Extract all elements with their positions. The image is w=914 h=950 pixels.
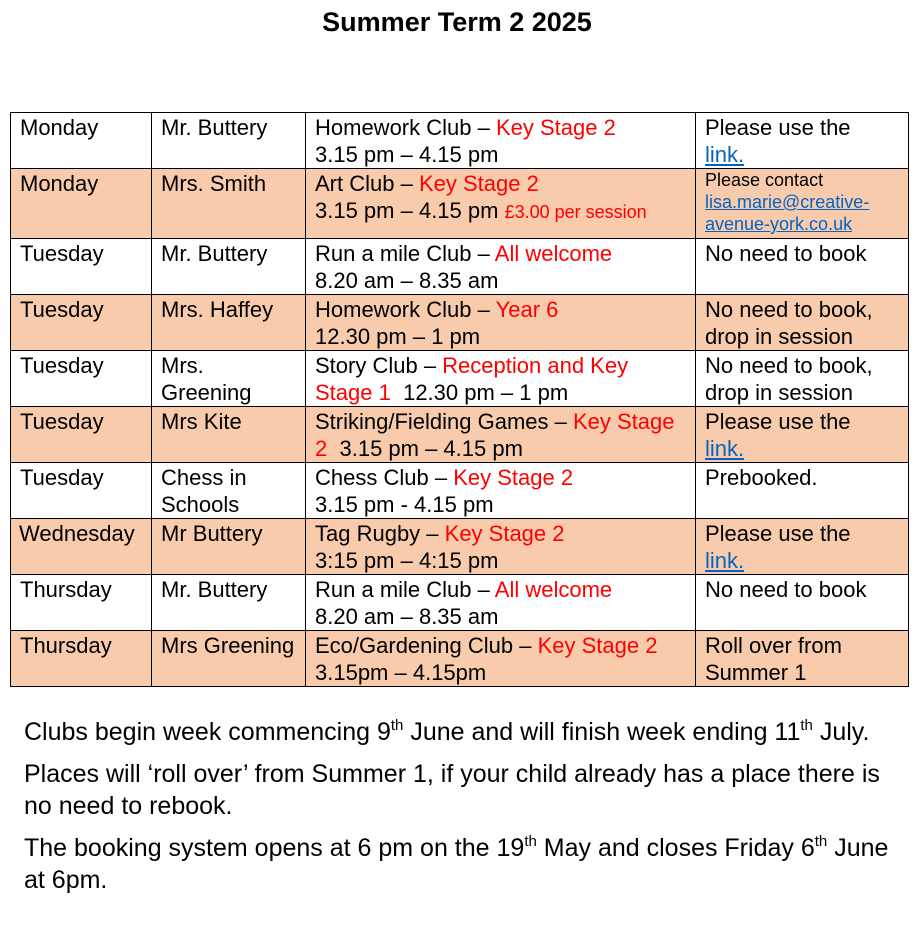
leader-cell: Mrs Greening [152, 631, 306, 687]
club-name: Story Club – [315, 353, 443, 378]
booking-cell: Roll over from Summer 1 [696, 631, 909, 687]
club-cell [306, 463, 696, 519]
ordinal-suffix: th [800, 716, 813, 734]
club-cell [306, 631, 696, 687]
table-row [11, 351, 909, 407]
club-cell [306, 239, 696, 295]
table-row [11, 519, 909, 575]
booking-cell [696, 113, 909, 169]
club-time: 3:15 pm – 4:15 pm [315, 548, 499, 573]
leader-cell: Mrs Kite [152, 407, 306, 463]
note-text: Clubs begin week commencing 9 [24, 718, 391, 746]
club-time: 8.20 am – 8.35 am [315, 604, 499, 629]
day-cell: Tuesday [11, 463, 152, 519]
club-time: 3.15pm – 4.15pm [315, 660, 487, 685]
booking-cell: No need to book, drop in session [696, 351, 909, 407]
table-row [11, 295, 909, 351]
club-name: Chess Club – [315, 465, 454, 490]
booking-link[interactable]: link. [705, 548, 745, 573]
booking-link[interactable]: link. [705, 436, 745, 461]
booking-cell: No need to book, drop in session [696, 295, 909, 351]
club-time: 3.15 pm – 4.15 pm [315, 198, 499, 223]
note-clubs-dates [24, 716, 902, 748]
club-cell [306, 407, 696, 463]
ordinal-suffix: th [524, 832, 537, 850]
day-cell: Thursday [11, 631, 152, 687]
booking-cell [696, 169, 909, 239]
table-row [11, 169, 909, 239]
club-time: 8.20 am – 8.35 am [315, 268, 499, 293]
club-name: Run a mile Club – [315, 577, 495, 602]
note-text: The booking system opens at 6 pm on the 19 [24, 834, 525, 862]
club-cell [306, 169, 696, 239]
notes [24, 716, 902, 906]
leader-cell: Mr. Buttery [152, 239, 306, 295]
day-cell: Monday [11, 113, 152, 169]
note-text: June at 6pm. [24, 834, 889, 894]
club-time: 3.15 pm – 4.15 pm [315, 142, 499, 167]
club-group: Key Stage 2 [315, 409, 675, 461]
page-title: Summer Term 2 2025 [322, 7, 592, 37]
club-time: 12.30 pm – 1 pm [315, 324, 481, 349]
note-text: July. [812, 718, 870, 746]
club-group: Key Stage 2 [444, 521, 565, 546]
day-cell: Tuesday [11, 239, 152, 295]
club-name: Art Club – [315, 171, 419, 196]
club-group: Key Stage 2 [453, 465, 574, 490]
booking-text: Please contact [705, 170, 824, 190]
club-group: Key Stage 2 [495, 115, 616, 140]
table-row [11, 239, 909, 295]
booking-link[interactable]: link. [705, 142, 745, 167]
club-cell [306, 351, 696, 407]
note-text: May and closes Friday 6 [536, 834, 815, 862]
leader-cell: Chess in Schools [152, 463, 306, 519]
day-cell: Tuesday [11, 295, 152, 351]
day-cell: Thursday [11, 575, 152, 631]
club-name: Run a mile Club – [315, 241, 495, 266]
ordinal-suffix: th [814, 832, 828, 850]
club-group: All welcome [494, 241, 613, 266]
club-price: £3.00 per session [504, 202, 647, 222]
leader-cell: Mr Buttery [152, 519, 306, 575]
club-cell [306, 113, 696, 169]
day-cell: Monday [11, 169, 152, 239]
booking-cell [696, 519, 909, 575]
note-text: June and will finish week ending 11 [403, 718, 801, 746]
note-booking-system [24, 832, 902, 896]
club-cell [306, 519, 696, 575]
club-time: 12.30 pm – 1 pm [403, 380, 569, 405]
table-row [11, 407, 909, 463]
day-cell: Tuesday [11, 351, 152, 407]
club-name: Striking/Fielding Games – [315, 409, 573, 434]
table-row [11, 631, 909, 687]
club-name: Tag Rugby – [315, 521, 445, 546]
booking-cell: No need to book [696, 575, 909, 631]
club-group: Key Stage 2 [418, 171, 539, 196]
leader-cell: Mr. Buttery [152, 113, 306, 169]
club-time: 3.15 pm – 4.15 pm [339, 436, 523, 461]
booking-cell: Prebooked. [696, 463, 909, 519]
booking-text: Please use the [705, 115, 851, 140]
day-cell: Tuesday [11, 407, 152, 463]
club-cell [306, 295, 696, 351]
club-group: All welcome [494, 577, 613, 602]
clubs-table [10, 112, 909, 687]
club-name: Homework Club – [315, 115, 496, 140]
club-cell [306, 575, 696, 631]
club-time: 3.15 pm - 4.15 pm [315, 492, 494, 517]
booking-cell [696, 407, 909, 463]
ordinal-suffix: th [390, 716, 404, 734]
leader-cell: Mrs. Greening [152, 351, 306, 407]
club-group: Key Stage 2 [537, 633, 658, 658]
club-group: Year 6 [495, 297, 559, 322]
note-roll-over: Places will ‘roll over’ from Summer 1, if your child already has a place there is no need to rebook. [24, 760, 880, 820]
leader-cell: Mrs. Haffey [152, 295, 306, 351]
table-row [11, 575, 909, 631]
leader-cell: Mr. Buttery [152, 575, 306, 631]
booking-text: Please use the [705, 409, 851, 434]
day-cell: Wednesday [11, 519, 152, 575]
club-group: Reception and Key Stage 1 [315, 353, 629, 405]
booking-text: Please use the [705, 521, 851, 546]
table-row [11, 463, 909, 519]
booking-cell: No need to book [696, 239, 909, 295]
club-name: Eco/Gardening Club – [315, 633, 538, 658]
booking-email-link[interactable]: lisa.marie@creative-avenue-york.co.uk [705, 192, 870, 234]
leader-cell: Mrs. Smith [152, 169, 306, 239]
table-row [11, 113, 909, 169]
club-name: Homework Club – [315, 297, 496, 322]
